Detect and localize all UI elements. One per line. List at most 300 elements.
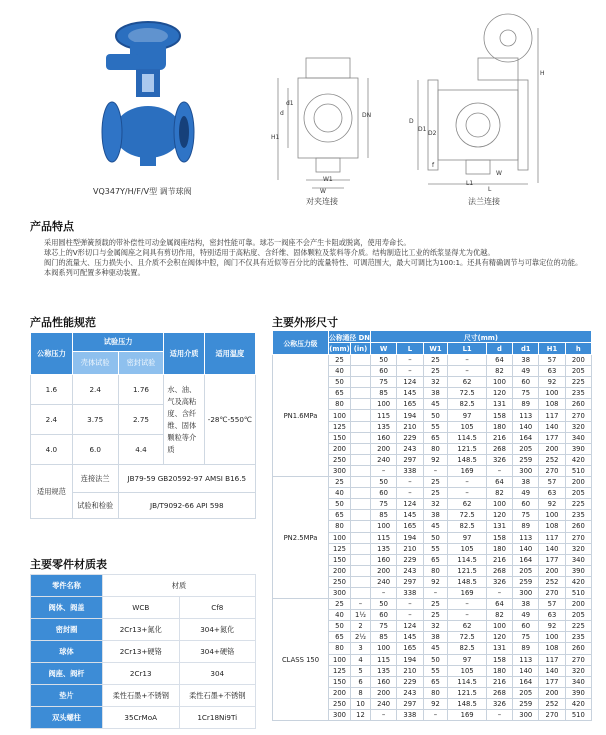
dim-cell: 340	[565, 676, 591, 687]
dim-cell: 124	[397, 621, 423, 632]
dim-cell: 250	[329, 454, 351, 465]
dim-cell: 100	[371, 643, 397, 654]
dim-cell: 338	[397, 465, 423, 476]
perf-col-test: 试验压力	[72, 333, 164, 352]
dim-cell: 225	[565, 621, 591, 632]
dim-cell: 240	[371, 454, 397, 465]
features-para-2: 球芯上的V形切口与金属阀座之间具有剪切作用，特别适用于高粘度、含纤维、固体颗粒及浆料等介质。结构制造比工业的纸浆显得尤为优越。	[44, 248, 495, 257]
performance-title: 产品性能规范	[30, 316, 96, 329]
mat-part-6: 双头螺柱	[31, 707, 103, 729]
perf-test-label: 试验和检验	[72, 493, 118, 519]
dim-cell: 326	[486, 454, 512, 465]
dim-cell: –	[423, 465, 448, 476]
dim-cell: –	[448, 366, 486, 377]
dim-cell: 297	[397, 698, 423, 709]
dim-cell: 5	[351, 665, 371, 676]
dim-cell: 131	[486, 643, 512, 654]
dim-cell: 200	[329, 565, 351, 576]
dim-cell: 85	[371, 632, 397, 643]
dim-cell: 49	[513, 610, 539, 621]
dim-cell: 260	[565, 643, 591, 654]
dim-cell: 117	[539, 410, 565, 421]
dim-cell: –	[486, 587, 512, 598]
dim-cell: 63	[539, 366, 565, 377]
dim-cell: –	[351, 599, 371, 610]
dim-cell: 225	[565, 377, 591, 388]
dim-cell: 240	[371, 698, 397, 709]
dim-cell: 124	[397, 377, 423, 388]
dim-cell: 113	[513, 410, 539, 421]
dim-cell: 25	[423, 488, 448, 499]
dim-cell: 125	[329, 421, 351, 432]
dim-cell	[351, 432, 371, 443]
dim-col-dn: 公称通径 DN	[329, 331, 371, 343]
dim-cell: –	[397, 610, 423, 621]
dim-cell: 177	[539, 432, 565, 443]
dim-cell: 194	[397, 410, 423, 421]
dim-cell: 65	[423, 676, 448, 687]
dim-cell: 25	[329, 599, 351, 610]
dim-cell: 72.5	[448, 510, 486, 521]
dim-cell: 148.5	[448, 576, 486, 587]
dim-label-w: W	[320, 188, 326, 195]
dim-cell: 243	[397, 687, 423, 698]
perf-col-pressure: 公称压力	[31, 333, 73, 375]
features-title: 产品特点	[30, 220, 74, 233]
perf-temp: -28℃-550℃	[204, 375, 255, 465]
dim-cell: 165	[397, 399, 423, 410]
dim-cell: 2	[351, 621, 371, 632]
dim-cell: 145	[397, 388, 423, 399]
perf-seal-1: 1.76	[118, 375, 164, 405]
dim-cell: 268	[486, 443, 512, 454]
dim-cell: 121.5	[448, 443, 486, 454]
dim-col-in: (in)	[351, 343, 371, 355]
dim-cell: 75	[513, 632, 539, 643]
dim-cell: 131	[486, 399, 512, 410]
dim-cell: 225	[565, 499, 591, 510]
perf-col-seal: 密封试验	[118, 352, 164, 375]
dim-cell: 97	[448, 654, 486, 665]
perf-medium-line-1: 水、油、	[167, 384, 197, 394]
dim-cell: 75	[513, 388, 539, 399]
dim-cell: 117	[539, 532, 565, 543]
dim-cell: 50	[423, 410, 448, 421]
dim-cell: –	[448, 477, 486, 488]
dim-cell: 80	[329, 643, 351, 654]
dim-cell	[351, 488, 371, 499]
dim-cell: 205	[513, 687, 539, 698]
dim-col-w1: W1	[423, 343, 448, 355]
dim-cell: 158	[486, 654, 512, 665]
mat-col-material: 材质	[103, 575, 256, 597]
features-text	[30, 238, 586, 278]
perf-conn-label: 连接法兰	[72, 465, 118, 493]
dim-label-w1: W1	[323, 176, 333, 183]
dim-cell: 80	[329, 399, 351, 410]
dim-cell: 57	[539, 477, 565, 488]
dim-cell: 150	[329, 432, 351, 443]
wafer-connection-caption: 对夹连接	[306, 197, 338, 206]
dim-cell: 65	[423, 432, 448, 443]
dim-cell: 50	[329, 621, 351, 632]
dim-label-L1: L1	[466, 180, 474, 187]
dim-cell	[351, 477, 371, 488]
perf-seal-3: 4.4	[118, 435, 164, 465]
dim-label-W2: W	[496, 170, 502, 177]
dim-cell: 194	[397, 532, 423, 543]
dim-cell: 200	[371, 565, 397, 576]
perf-col-shell: 壳体试验	[72, 352, 118, 375]
dim-cell: 510	[565, 587, 591, 598]
dim-cell: 92	[539, 377, 565, 388]
dim-cell: 205	[565, 366, 591, 377]
dim-cell: 117	[539, 654, 565, 665]
dim-cell: 200	[539, 443, 565, 454]
dim-cell: 38	[423, 388, 448, 399]
dim-cell: 205	[565, 610, 591, 621]
mat-m2-5: 柔性石墨+不锈钢	[179, 685, 256, 707]
mat-part-1: 阀体、阀盖	[31, 597, 103, 619]
dim-cell: 140	[513, 543, 539, 554]
dim-cell: 100	[539, 632, 565, 643]
dim-cell: 25	[329, 355, 351, 366]
dim-cell: 140	[513, 421, 539, 432]
dim-cell: 49	[513, 488, 539, 499]
perf-medium-line-4: 维、固体	[167, 420, 197, 430]
mat-m1-1: WCB	[103, 597, 180, 619]
dim-col-h: h	[565, 343, 591, 355]
dim-cell: 62	[448, 621, 486, 632]
dim-cell: 92	[539, 621, 565, 632]
dim-cell: 252	[539, 576, 565, 587]
dim-cell: 55	[423, 543, 448, 554]
dim-cell	[351, 399, 371, 410]
dim-cell: 25	[329, 477, 351, 488]
dim-cell: 200	[539, 687, 565, 698]
dim-cell: 300	[513, 710, 539, 721]
dim-cell: 200	[371, 443, 397, 454]
dim-cell: 82.5	[448, 521, 486, 532]
dim-cell: 25	[423, 599, 448, 610]
perf-shell-2: 3.75	[72, 405, 118, 435]
dim-cell: 252	[539, 454, 565, 465]
perf-p-3: 4.0	[31, 435, 73, 465]
dim-cell	[351, 454, 371, 465]
dim-cell: 50	[371, 355, 397, 366]
dim-cell: –	[371, 710, 397, 721]
dim-cell	[351, 576, 371, 587]
dim-col-class: 公称压力级	[273, 331, 329, 355]
dim-cell: 259	[513, 576, 539, 587]
dim-cell: 158	[486, 410, 512, 421]
features-para-4: 本阀系列可配置多种驱动装置。	[44, 268, 145, 277]
dim-cell: 260	[565, 521, 591, 532]
dim-cell: 92	[423, 454, 448, 465]
dim-cell: 105	[448, 665, 486, 676]
dim-label-D1: D1	[418, 126, 427, 133]
dim-cell: 177	[539, 676, 565, 687]
dim-cell: 100	[329, 532, 351, 543]
dim-cell: 100	[539, 510, 565, 521]
dim-cell: 240	[371, 576, 397, 587]
dim-cell	[351, 554, 371, 565]
dim-cell: 60	[371, 610, 397, 621]
dim-cell	[351, 521, 371, 532]
dim-cell: 113	[513, 654, 539, 665]
dim-cell: 229	[397, 432, 423, 443]
dimensions-title: 主要外形尺寸	[272, 316, 338, 329]
dim-cell: 510	[565, 465, 591, 476]
dim-cell: 80	[423, 687, 448, 698]
dim-cell: 268	[486, 687, 512, 698]
dim-cell: 180	[486, 543, 512, 554]
dim-cell: 250	[329, 698, 351, 709]
dim-cell: 50	[329, 377, 351, 388]
dim-cell: 135	[371, 421, 397, 432]
dim-cell: 108	[539, 643, 565, 654]
dim-cell: 45	[423, 399, 448, 410]
dim-label-d1: d1	[286, 100, 294, 107]
dim-cell: –	[371, 587, 397, 598]
dim-cell: 164	[513, 554, 539, 565]
dim-cell: 92	[539, 499, 565, 510]
dim-cell: 113	[513, 532, 539, 543]
dim-cell: 108	[539, 399, 565, 410]
table-row	[273, 477, 592, 488]
dim-col-d1: d1	[513, 343, 539, 355]
dim-cell: –	[448, 610, 486, 621]
dim-cell: –	[486, 710, 512, 721]
dim-cell: 65	[329, 510, 351, 521]
dim-cell: 114.5	[448, 432, 486, 443]
dim-cell: 235	[565, 510, 591, 521]
perf-spec-label: 适用规范	[31, 465, 73, 519]
dim-cell: 177	[539, 554, 565, 565]
dim-label-D2: D2	[428, 130, 437, 137]
dim-cell: 169	[448, 587, 486, 598]
dim-cell: 38	[423, 632, 448, 643]
dim-cell: 64	[486, 355, 512, 366]
perf-col-temp: 适用温度	[204, 333, 255, 375]
dimensions-table	[272, 330, 592, 721]
dim-cell: 105	[448, 543, 486, 554]
dim-cell	[351, 366, 371, 377]
dim-cell: 158	[486, 532, 512, 543]
dim-group-label: PN1.6MPa	[273, 355, 329, 477]
dim-cell: 300	[329, 465, 351, 476]
dim-cell: 270	[539, 587, 565, 598]
dim-cell: –	[397, 477, 423, 488]
dim-cell: 114.5	[448, 676, 486, 687]
mat-m1-6: 35CrMoA	[103, 707, 180, 729]
dim-cell: 259	[513, 698, 539, 709]
dim-cell: 32	[423, 377, 448, 388]
dim-cell: 60	[371, 488, 397, 499]
dim-cell: 55	[423, 421, 448, 432]
mat-m2-1: Cf8	[179, 597, 256, 619]
dim-cell: 75	[371, 621, 397, 632]
dim-cell: 82	[486, 610, 512, 621]
dim-cell: 420	[565, 576, 591, 587]
dim-cell: 60	[513, 621, 539, 632]
dim-cell: 108	[539, 521, 565, 532]
dim-cell: 89	[513, 521, 539, 532]
dim-cell: 72.5	[448, 388, 486, 399]
dim-cell: 121.5	[448, 565, 486, 576]
dim-cell	[351, 421, 371, 432]
dim-cell: 100	[371, 399, 397, 410]
dim-cell: 82.5	[448, 399, 486, 410]
dim-cell: 40	[329, 610, 351, 621]
dim-cell: 131	[486, 521, 512, 532]
dim-cell: –	[397, 366, 423, 377]
dim-cell: 12	[351, 710, 371, 721]
dim-cell: 32	[423, 621, 448, 632]
dim-label-H: H	[540, 70, 545, 77]
dim-cell: 38	[513, 599, 539, 610]
dim-col-d: d	[486, 343, 512, 355]
dim-cell: 100	[539, 388, 565, 399]
dim-cell: 300	[329, 587, 351, 598]
mat-m1-4: 2Cr13	[103, 663, 180, 685]
table-row	[273, 599, 592, 610]
dim-cell: 229	[397, 676, 423, 687]
dim-cell: 92	[423, 698, 448, 709]
dim-cell: 135	[371, 665, 397, 676]
dim-cell: 326	[486, 698, 512, 709]
dim-cell: 148.5	[448, 698, 486, 709]
dim-cell: –	[371, 465, 397, 476]
dim-cell: 6	[351, 676, 371, 687]
dim-cell: 120	[486, 632, 512, 643]
dim-cell: 160	[371, 432, 397, 443]
dim-cell: 338	[397, 587, 423, 598]
dim-cell: 326	[486, 576, 512, 587]
dim-cell: 210	[397, 543, 423, 554]
dim-col-w: W	[371, 343, 397, 355]
dim-cell: 200	[329, 687, 351, 698]
mat-m2-6: 1Cr18Ni9Ti	[179, 707, 256, 729]
dim-cell: 145	[397, 510, 423, 521]
dim-cell: 50	[423, 532, 448, 543]
dim-cell: 8	[351, 687, 371, 698]
dim-cell: 510	[565, 710, 591, 721]
perf-medium-line-6: 质	[167, 444, 175, 454]
dim-cell: 270	[539, 465, 565, 476]
dim-cell: 25	[423, 477, 448, 488]
dim-cell: 63	[539, 610, 565, 621]
dim-cell: 85	[371, 510, 397, 521]
dim-cell: 80	[329, 521, 351, 532]
dim-cell: 125	[329, 665, 351, 676]
dim-cell: 85	[371, 388, 397, 399]
dim-cell: 205	[513, 565, 539, 576]
dim-cell: 338	[397, 710, 423, 721]
perf-shell-3: 6.0	[72, 435, 118, 465]
dim-cell: 320	[565, 421, 591, 432]
perf-p-1: 1.6	[31, 375, 73, 405]
dim-cell	[351, 565, 371, 576]
dim-cell: 45	[423, 521, 448, 532]
dim-cell: 169	[448, 465, 486, 476]
dim-cell: 92	[423, 576, 448, 587]
dim-cell: –	[423, 710, 448, 721]
dim-cell: 200	[329, 443, 351, 454]
dim-cell: 216	[486, 676, 512, 687]
dim-cell: 420	[565, 698, 591, 709]
dim-cell: 50	[423, 654, 448, 665]
dim-cell: 50	[371, 599, 397, 610]
dim-cell: –	[423, 587, 448, 598]
dim-cell: 100	[329, 410, 351, 421]
dim-cell: –	[397, 488, 423, 499]
dim-cell: 125	[329, 543, 351, 554]
dim-cell	[351, 587, 371, 598]
dim-cell: 235	[565, 388, 591, 399]
dim-cell: 49	[513, 366, 539, 377]
dim-cell: 32	[423, 499, 448, 510]
valve-photo	[88, 14, 208, 184]
dim-cell	[351, 532, 371, 543]
dim-cell: 390	[565, 443, 591, 454]
flange-connection-drawing	[408, 8, 558, 196]
dim-cell: 82.5	[448, 643, 486, 654]
dim-cell: 259	[513, 454, 539, 465]
dim-cell: 200	[539, 565, 565, 576]
dim-cell	[351, 499, 371, 510]
dim-cell: 340	[565, 554, 591, 565]
dim-cell	[351, 510, 371, 521]
mat-m2-3: 304+硬铬	[179, 641, 256, 663]
dim-cell: 300	[513, 587, 539, 598]
dim-cell: –	[448, 599, 486, 610]
dim-cell: –	[486, 465, 512, 476]
mat-m2-2: 304+氮化	[179, 619, 256, 641]
dim-cell: 114.5	[448, 554, 486, 565]
perf-test-value: JB/T9092-66 API 598	[118, 493, 255, 519]
dim-cell: 140	[513, 665, 539, 676]
mat-part-5: 垫片	[31, 685, 103, 707]
dim-group-label: PN2.5MPa	[273, 477, 329, 599]
dim-cell: 10	[351, 698, 371, 709]
dim-cell: 75	[513, 510, 539, 521]
dim-cell: 121.5	[448, 687, 486, 698]
dim-cell: 80	[423, 443, 448, 454]
dim-cell: 340	[565, 432, 591, 443]
dim-cell: 150	[329, 676, 351, 687]
dim-cell: 97	[448, 410, 486, 421]
dim-cell: 3	[351, 643, 371, 654]
dim-cell: 75	[371, 499, 397, 510]
dim-cell: 120	[486, 510, 512, 521]
dim-cell: 270	[539, 710, 565, 721]
perf-medium-line-2: 气及高粘	[167, 396, 197, 406]
dimensions-body	[273, 355, 592, 721]
dim-cell: 320	[565, 543, 591, 554]
dim-cell: 300	[513, 465, 539, 476]
dim-cell	[351, 465, 371, 476]
dim-cell: 25	[423, 355, 448, 366]
dim-cell: 100	[486, 377, 512, 388]
dim-cell: 100	[329, 654, 351, 665]
dim-cell: 268	[486, 565, 512, 576]
dim-cell: 63	[539, 488, 565, 499]
dim-cell: 390	[565, 565, 591, 576]
mat-col-part: 零件名称	[31, 575, 103, 597]
dim-cell	[351, 410, 371, 421]
dim-col-h1: H1	[539, 343, 565, 355]
